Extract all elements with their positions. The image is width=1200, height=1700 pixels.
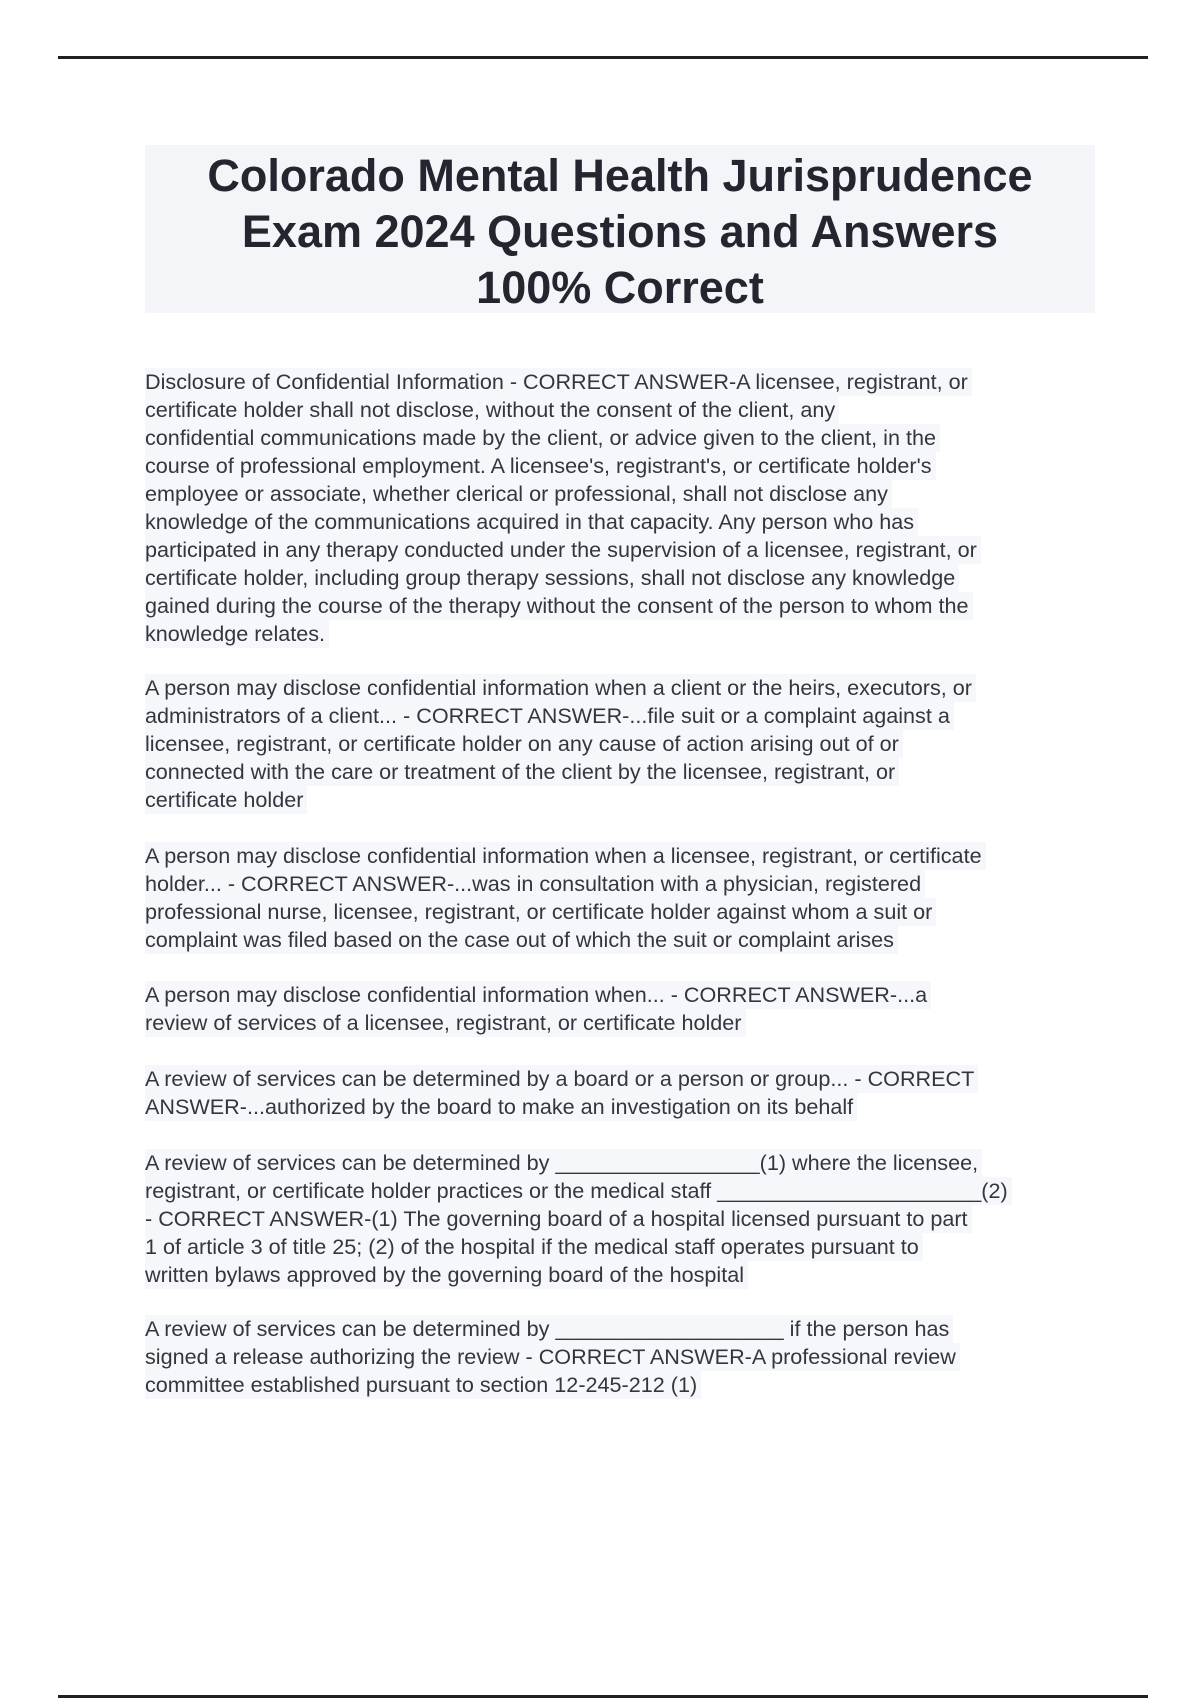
- paragraph-line: administrators of a client... - CORRECT ANSWER-...file suit or a complaint against a: [145, 702, 954, 730]
- qa-paragraph: [145, 842, 1105, 954]
- paragraph-line: knowledge of the communications acquired in that capacity. Any person who has: [145, 508, 918, 536]
- paragraph-line: - CORRECT ANSWER-(1) The governing board of a hospital licensed pursuant to part: [145, 1205, 972, 1233]
- paragraph-line: licensee, registrant, or certificate holder on any cause of action arising out of or: [145, 730, 903, 758]
- title-line: Colorado Mental Health Jurisprudence: [207, 150, 1033, 201]
- paragraph-line: review of services of a licensee, registrant, or certificate holder: [145, 1009, 746, 1037]
- paragraph-line: A review of services can be determined by ___________________ if the person has: [145, 1315, 953, 1343]
- paragraph-line: signed a release authorizing the review - CORRECT ANSWER-A professional review: [145, 1343, 960, 1371]
- paragraph-line: certificate holder shall not disclose, without the consent of the client, any: [145, 396, 839, 424]
- paragraph-line: committee established pursuant to section 12-245-212 (1): [145, 1371, 701, 1399]
- paragraph-line: holder... - CORRECT ANSWER-...was in consultation with a physician, registered: [145, 870, 925, 898]
- paragraph-line: connected with the care or treatment of the client by the licensee, registrant, or: [145, 758, 899, 786]
- paragraph-line: registrant, or certificate holder practices or the medical staff ______________________(2): [145, 1177, 1012, 1205]
- paragraph-line: complaint was filed based on the case out of which the suit or complaint arises: [145, 926, 898, 954]
- paragraph-line: certificate holder, including group therapy sessions, shall not disclose any knowledge: [145, 564, 959, 592]
- paragraph-line: gained during the course of the therapy without the consent of the person to whom the: [145, 592, 973, 620]
- paragraph-line: course of professional employment. A licensee's, registrant's, or certificate holder's: [145, 452, 936, 480]
- paragraph-line: participated in any therapy conducted under the supervision of a licensee, registrant, or: [145, 536, 981, 564]
- qa-paragraph: [145, 1315, 1105, 1399]
- paragraph-line: employee or associate, whether clerical or professional, shall not disclose any: [145, 480, 892, 508]
- paragraph-line: Disclosure of Confidential Information - CORRECT ANSWER-A licensee, registrant, or: [145, 368, 972, 396]
- qa-paragraph: [145, 674, 1105, 814]
- footer-rule: [58, 1695, 1148, 1698]
- document-title: [145, 145, 1095, 313]
- paragraph-line: A person may disclose confidential information when a client or the heirs, executors, or: [145, 674, 976, 702]
- title-line: 100% Correct: [476, 262, 764, 313]
- qa-paragraph: [145, 368, 1105, 648]
- paragraph-line: 1 of article 3 of title 25; (2) of the hospital if the medical staff operates pursuant to: [145, 1233, 923, 1261]
- qa-paragraph: [145, 1065, 1105, 1121]
- qa-paragraph: [145, 1149, 1105, 1289]
- paragraph-line: ANSWER-...authorized by the board to make an investigation on its behalf: [145, 1093, 857, 1121]
- paragraph-line: certificate holder: [145, 786, 307, 814]
- header-rule: [58, 56, 1148, 59]
- paragraph-line: A person may disclose confidential information when... - CORRECT ANSWER-...a: [145, 981, 931, 1009]
- paragraph-line: written bylaws approved by the governing board of the hospital: [145, 1261, 748, 1289]
- title-line: Exam 2024 Questions and Answers: [241, 206, 999, 257]
- paragraph-line: knowledge relates.: [145, 620, 329, 648]
- paragraph-line: confidential communications made by the client, or advice given to the client, in the: [145, 424, 940, 452]
- paragraph-line: A person may disclose confidential information when a licensee, registrant, or certificate: [145, 842, 986, 870]
- paragraph-line: professional nurse, licensee, registrant, or certificate holder against whom a suit or: [145, 898, 936, 926]
- paragraph-line: A review of services can be determined by _________________(1) where the licensee,: [145, 1149, 982, 1177]
- qa-paragraph: [145, 981, 1105, 1037]
- paragraph-line: A review of services can be determined by a board or a person or group... - CORRECT: [145, 1065, 978, 1093]
